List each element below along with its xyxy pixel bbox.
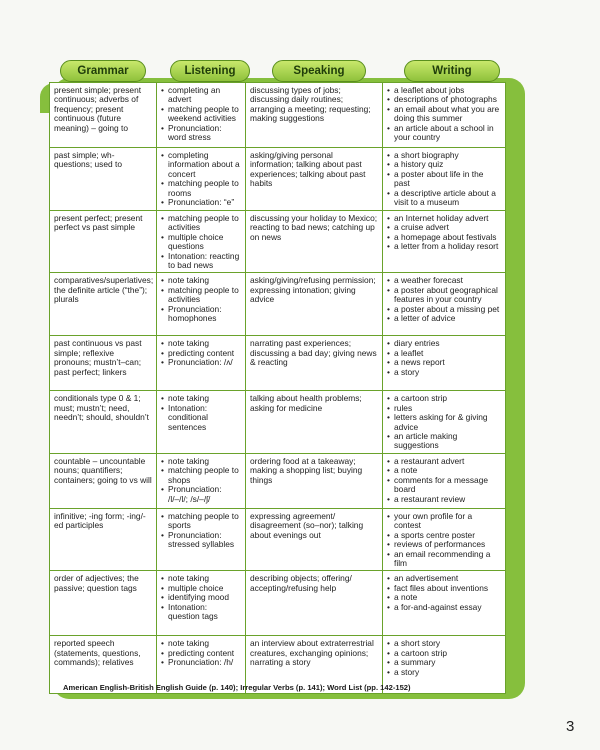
header-grammar: Grammar: [60, 60, 146, 82]
table-row: [50, 391, 506, 453]
listening-item: • matching people to weekend activities: [161, 105, 241, 124]
listening-item: • Pronunciation: “e”: [161, 198, 241, 207]
writing-cell: [383, 508, 506, 570]
writing-item: • a leaflet: [387, 349, 501, 358]
writing-item: • fact files about inventions: [387, 584, 501, 593]
table-row: [50, 571, 506, 636]
listening-item: • multiple choice questions: [161, 233, 241, 252]
writing-item: • a homepage about festivals: [387, 233, 501, 242]
writing-item: • a restaurant review: [387, 495, 501, 504]
grammar-cell: present perfect; present perfect vs past simple: [50, 211, 157, 273]
writing-item: • a leaflet about jobs: [387, 86, 501, 95]
listening-item: • Intonation: conditional sentences: [161, 404, 241, 432]
listening-cell: [157, 273, 246, 336]
writing-item: • a letter from a holiday resort: [387, 242, 501, 251]
listening-item: • predicting content: [161, 649, 241, 658]
writing-cell: [383, 148, 506, 211]
footer-references: American English-British English Guide (p. 140); Irregular Verbs (p. 141); Word List (pp. 142-152): [63, 683, 411, 692]
speaking-cell: discussing your holiday to Mexico; reacting to bad news; catching up on news: [246, 211, 383, 273]
speaking-cell: talking about health problems; asking for medicine: [246, 391, 383, 453]
writing-cell: [383, 273, 506, 336]
writing-item: • a restaurant advert: [387, 457, 501, 466]
writing-item: • a summary: [387, 658, 501, 667]
syllabus-table: [49, 82, 506, 694]
listening-item: • matching people to activities: [161, 286, 241, 305]
writing-item: • a poster about life in the past: [387, 170, 501, 189]
listening-item: • identifying mood: [161, 593, 241, 602]
writing-item: • a for-and-against essay: [387, 603, 501, 612]
writing-item: • a poster about geographical features in your country: [387, 286, 501, 305]
writing-item: • a descriptive article about a visit to a museum: [387, 189, 501, 208]
listening-item: • note taking: [161, 276, 241, 285]
writing-item: • your own profile for a contest: [387, 512, 501, 531]
writing-item: • an article about a school in your country: [387, 124, 501, 143]
listening-item: • Intonation: question tags: [161, 603, 241, 622]
page-number: 3: [566, 718, 575, 735]
column-header-bar: [38, 52, 522, 82]
writing-item: • a note: [387, 593, 501, 602]
writing-item: • a note: [387, 466, 501, 475]
grammar-cell: order of adjectives; the passive; question tags: [50, 571, 157, 636]
table-row: [50, 336, 506, 391]
listening-cell: [157, 336, 246, 391]
listening-item: • Pronunciation: /l/–/l/; /s/–/ʃ/: [161, 485, 241, 504]
writing-item: • an email recommending a film: [387, 550, 501, 569]
table-row: [50, 211, 506, 273]
writing-item: • a cartoon strip: [387, 649, 501, 658]
listening-item: • Pronunciation: /h/: [161, 658, 241, 667]
writing-item: • a story: [387, 668, 501, 677]
table-row: [50, 148, 506, 211]
listening-item: • predicting content: [161, 349, 241, 358]
table-row: [50, 508, 506, 570]
listening-item: • multiple choice: [161, 584, 241, 593]
writing-item: • letters asking for & giving advice: [387, 413, 501, 432]
listening-item: • matching people to activities: [161, 214, 241, 233]
header-speaking: Speaking: [272, 60, 366, 82]
writing-cell: [383, 211, 506, 273]
listening-item: • completing an advert: [161, 86, 241, 105]
writing-item: • a short biography: [387, 151, 501, 160]
speaking-cell: asking/giving personal information; talking about past experiences; talking about past habits: [246, 148, 383, 211]
writing-item: • an advertisement: [387, 574, 501, 583]
listening-item: • matching people to rooms: [161, 179, 241, 198]
grammar-cell: past continuous vs past simple; reflexive pronouns; mustn’t–can; past perfect; linkers: [50, 336, 157, 391]
writing-item: • comments for a message board: [387, 476, 501, 495]
writing-cell: [383, 453, 506, 508]
speaking-cell: discussing types of jobs; discussing daily routines; arranging a meeting; requesting; making suggestions: [246, 83, 383, 148]
grammar-cell: present simple; present continuous; adverbs of frequency; present continuous (future meaning) – going to: [50, 83, 157, 148]
listening-cell: [157, 571, 246, 636]
listening-item: • Pronunciation: stressed syllables: [161, 531, 241, 550]
grammar-cell: comparatives/superlatives; the definite article (“the”); plurals: [50, 273, 157, 336]
grammar-cell: conditionals type 0 & 1; must; mustn’t; need, needn’t; should, shouldn’t: [50, 391, 157, 453]
listening-item: • Pronunciation: /ʌ/: [161, 358, 241, 367]
writing-item: • a history quiz: [387, 160, 501, 169]
writing-item: • a sports centre poster: [387, 531, 501, 540]
writing-cell: [383, 83, 506, 148]
listening-item: • note taking: [161, 457, 241, 466]
writing-item: • rules: [387, 404, 501, 413]
listening-cell: [157, 453, 246, 508]
table-row: [50, 453, 506, 508]
writing-item: • descriptions of photographs: [387, 95, 501, 104]
listening-cell: [157, 83, 246, 148]
writing-item: • a story: [387, 368, 501, 377]
writing-item: • a news report: [387, 358, 501, 367]
listening-cell: [157, 211, 246, 273]
writing-item: • a poster about a missing pet: [387, 305, 501, 314]
speaking-cell: narrating past experiences; discussing a bad day; giving news & reacting: [246, 336, 383, 391]
writing-cell: [383, 336, 506, 391]
listening-item: • Pronunciation: word stress: [161, 124, 241, 143]
writing-item: • an Internet holiday advert: [387, 214, 501, 223]
grammar-cell: past simple; wh-questions; used to: [50, 148, 157, 211]
listening-item: • matching people to shops: [161, 466, 241, 485]
listening-item: • matching people to sports: [161, 512, 241, 531]
writing-cell: [383, 571, 506, 636]
writing-item: • a cruise advert: [387, 223, 501, 232]
listening-cell: [157, 391, 246, 453]
grammar-cell: countable – uncountable nouns; quantifiers; containers; going to vs will: [50, 453, 157, 508]
listening-cell: [157, 508, 246, 570]
listening-cell: [157, 148, 246, 211]
writing-item: • a short story: [387, 639, 501, 648]
writing-item: • reviews of performances: [387, 540, 501, 549]
grammar-cell: infinitive; -ing form; -ing/-ed participles: [50, 508, 157, 570]
table-row: [50, 83, 506, 148]
speaking-cell: describing objects; offering/ accepting/refusing help: [246, 571, 383, 636]
writing-item: • diary entries: [387, 339, 501, 348]
listening-item: • note taking: [161, 639, 241, 648]
speaking-cell: asking/giving/refusing permission; expressing intonation; giving advice: [246, 273, 383, 336]
grammar-cell: reported speech (statements, questions, commands); relatives: [50, 636, 157, 694]
speaking-cell: expressing agreement/ disagreement (so–nor); talking about evenings out: [246, 508, 383, 570]
writing-item: • a letter of advice: [387, 314, 501, 323]
writing-item: • an email about what you are doing this summer: [387, 105, 501, 124]
writing-item: • an article making suggestions: [387, 432, 501, 451]
listening-item: • Intonation: reacting to bad news: [161, 252, 241, 271]
speaking-cell: ordering food at a takeaway; making a shopping list; buying things: [246, 453, 383, 508]
table-row: [50, 273, 506, 336]
writing-item: • a cartoon strip: [387, 394, 501, 403]
listening-item: • note taking: [161, 394, 241, 403]
speaking-cell: an interview about extraterrestrial creatures, exchanging opinions; narrating a story: [246, 636, 383, 694]
writing-cell: [383, 391, 506, 453]
header-writing: Writing: [404, 60, 500, 82]
listening-item: • completing information about a concert: [161, 151, 241, 179]
writing-item: • a weather forecast: [387, 276, 501, 285]
listening-item: • Pronunciation: homophones: [161, 305, 241, 324]
listening-item: • note taking: [161, 339, 241, 348]
header-listening: Listening: [170, 60, 250, 82]
listening-item: • note taking: [161, 574, 241, 583]
